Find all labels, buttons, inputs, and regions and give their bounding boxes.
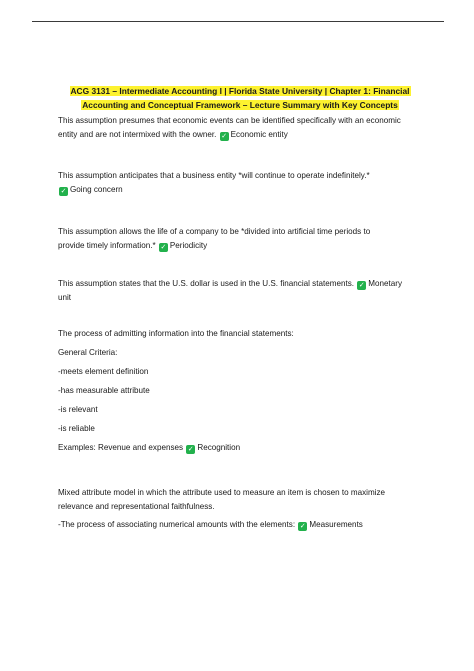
check-mark-icon: ✓ <box>187 445 194 453</box>
check-mark-icon: ✓ <box>299 522 306 530</box>
answer-text: Measurements <box>309 520 363 529</box>
question-line: entity and are not intermixed with the owner. ✓ Economic entity <box>58 130 288 140</box>
answer-text: Going concern <box>70 185 123 194</box>
qa-recognition <box>58 327 428 455</box>
criteria-label: General Criteria: <box>58 348 118 357</box>
check-mark-icon: ✓ <box>358 281 365 289</box>
question-line: relevance and representational faithfulness. <box>58 502 215 511</box>
header-rule <box>32 21 444 22</box>
check-mark-icon: ✓ <box>221 132 228 140</box>
qa-economic-entity <box>58 114 428 142</box>
answer-text-continued: unit <box>58 293 72 302</box>
question-line: This assumption allows the life of a company to be *divided into artificial time periods to <box>58 227 371 236</box>
question-line: This assumption presumes that economic events can be identified specifically with an economic <box>58 116 401 125</box>
answer-text: Economic entity <box>230 130 288 139</box>
title-line-2: Accounting and Conceptual Framework – Lecture Summary with Key Concepts <box>82 100 398 110</box>
criteria-item: -is relevant <box>58 405 98 414</box>
criteria-item: -is reliable <box>58 424 95 433</box>
answer-text: Periodicity <box>169 241 208 250</box>
question-intro: The process of admitting information into the financial statements: <box>58 329 294 338</box>
qa-measurements <box>58 486 428 532</box>
criteria-item: -meets element definition <box>58 367 149 376</box>
answer-line <box>58 183 428 197</box>
question-line: provide timely information.* ✓ Periodicity <box>58 241 208 251</box>
question-line: This assumption states that the U.S. dollar is used in the U.S. financial statements. ✓ Monetary <box>58 279 403 289</box>
criteria-item: -has measurable attribute <box>58 386 150 395</box>
check-mark-icon: ✓ <box>60 187 67 195</box>
check-mark-icon: ✓ <box>160 243 167 251</box>
question-line: This assumption anticipates that a business entity *will continue to operate indefinitely.* <box>58 171 370 180</box>
title-line-1: ACG 3131 – Intermediate Accounting I | Florida State University | Chapter 1: Financial <box>70 86 410 96</box>
qa-monetary-unit <box>58 277 428 305</box>
answer-text: Monetary <box>368 279 403 288</box>
answer-text: Recognition <box>197 443 241 452</box>
document-title <box>60 84 420 112</box>
qa-going-concern <box>58 169 428 197</box>
answer-line: -The process of associating numerical amounts with the elements: ✓ Measurements <box>58 520 363 530</box>
qa-periodicity <box>58 225 428 253</box>
answer-line: Examples: Revenue and expenses ✓ Recognition <box>58 443 241 453</box>
question-line: Mixed attribute model in which the attribute used to measure an item is chosen to maximize <box>58 488 386 497</box>
